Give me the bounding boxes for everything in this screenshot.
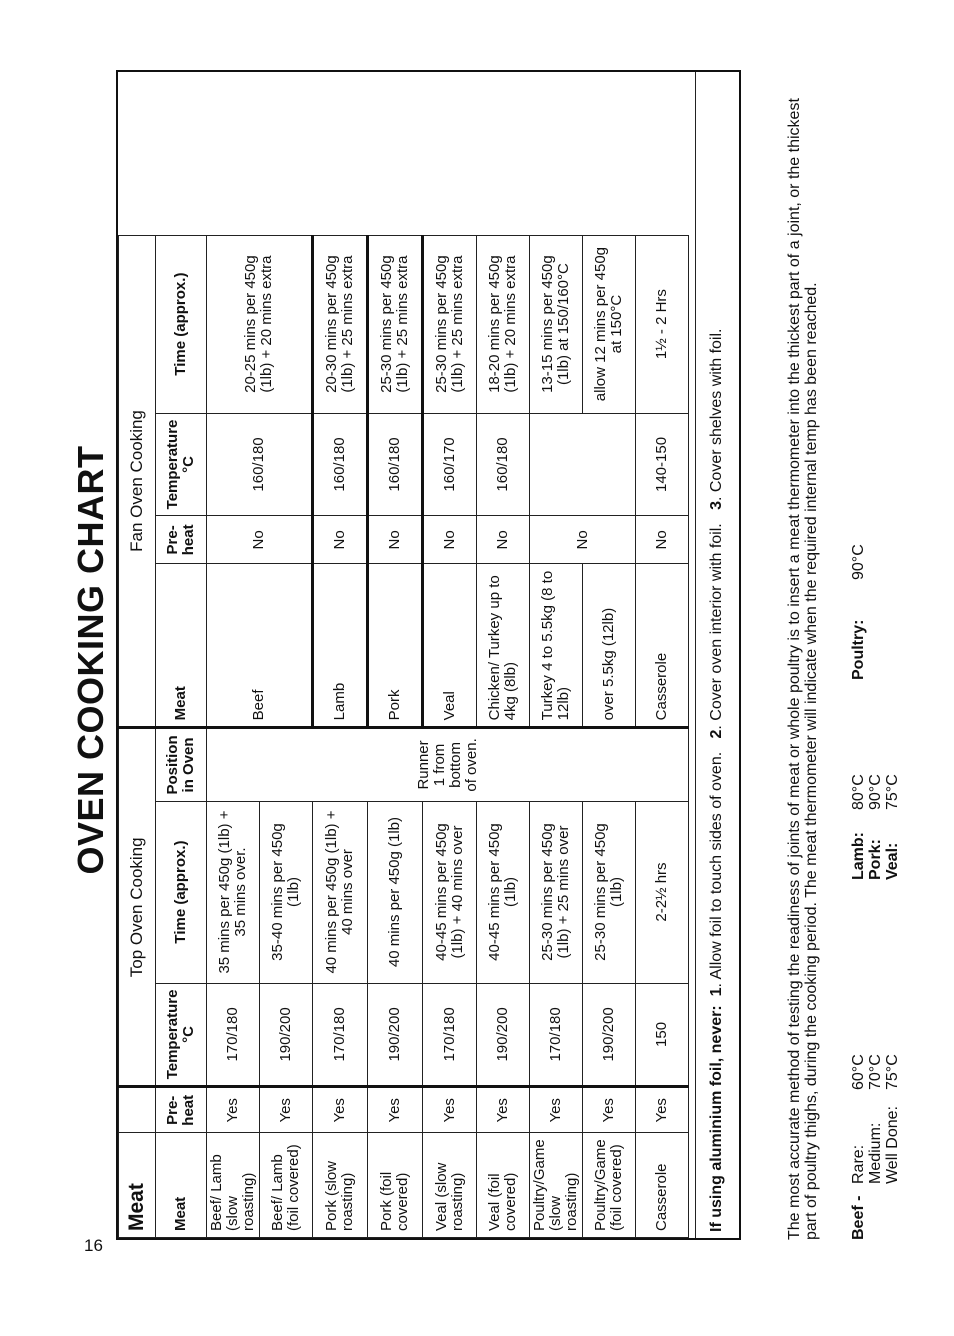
top-preheat: Yes [313,1087,368,1133]
fan-time: 18-20 mins per 450g (1lb) + 20 mins extra [477,235,530,413]
group-header-top-oven: Top Oven Cooking [119,728,156,1087]
top-temp: 190/200 [368,983,423,1087]
top-meat: Veal (slow roasting) [423,1133,477,1238]
fan-preheat: No [368,516,423,564]
fan-preheat: No [636,516,689,564]
top-meat: Casserole [636,1133,689,1238]
foil-note-text: . Cover shelves with foil. [708,328,725,502]
fan-time: 25-30 mins per 450g (1lb) + 25 mins extra [368,235,423,413]
top-preheat: Yes [368,1087,423,1133]
top-time: 25-30 mins per 450g (1lb) [583,801,636,983]
cooking-chart-table [116,70,741,1240]
temp-value: 75°C [884,774,901,810]
col-temperature: Temperature °C [156,983,207,1087]
fan-meat: Casserole [636,564,689,728]
fan-temp: 160/180 [207,413,313,516]
top-meat: Pork (slow roasting) [313,1133,368,1238]
temp-label: Poultry: [850,619,867,680]
top-temp: 190/200 [583,983,636,1087]
col-fan-meat: Meat [156,564,207,728]
fan-meat-turkey: Turkey 4 to 5.5kg (8 to 12lb) [539,570,572,721]
foil-note-num: 1 [708,987,725,997]
foil-note [695,72,739,1238]
temp-value: 70°C [867,1054,884,1090]
top-meat: Poultry/Game (foil covered) [583,1133,636,1238]
col-position: Position in Oven [156,728,207,801]
foil-note-lead: If using aluminium foil, never: [708,1005,725,1232]
fan-temp: 140-150 [636,413,689,516]
temp-label: Well Done: [884,1106,901,1184]
temp-value: 90°C [867,774,884,810]
top-time: 40-45 mins per 450g (1lb) + 40 mins over [423,801,477,983]
temp-label: Veal: [884,842,901,880]
top-preheat: Yes [207,1087,260,1133]
top-time: 40 mins per 450g (1lb) + 40 mins over [313,801,368,983]
temp-value: 90°C [850,544,867,580]
fan-temp: 160/180 [313,413,368,516]
fan-meat [530,564,583,728]
position-in-oven: Runner 1 from bottom of oven. [207,728,689,801]
rotated-chart-page [70,60,901,1270]
top-meat: Poultry/Game (slow roasting) [530,1133,583,1238]
top-time: 25-30 mins per 450g (1lb) + 25 mins over [530,801,583,983]
top-time: 40-45 mins per 450g (1lb) [477,801,530,983]
top-meat: Beef/ Lamb (foil covered) [260,1133,313,1238]
fan-preheat: No [530,516,636,564]
fan-time: 20-30 mins per 450g (1lb) + 25 mins extra [313,235,368,413]
fan-meat: Veal [423,564,477,728]
group-header-fan-oven: Fan Oven Cooking [119,235,156,728]
fan-time: 20-25 mins per 450g (1lb) + 20 mins extra [207,235,313,413]
fan-time: 25-30 mins per 450g (1lb) + 25 mins extra [423,235,477,413]
top-preheat: Yes [636,1087,689,1133]
col-meat: Meat [156,1133,207,1238]
fan-meat: Chicken/ Turkey up to 4kg (8lb) [477,564,530,728]
temp-value: 80°C [850,774,867,810]
chart-grid [118,235,689,1238]
fan-meat: Beef [207,564,313,728]
beef-label: Beef - [850,1195,867,1240]
top-temp: 190/200 [477,983,530,1087]
fan-temp [530,413,636,516]
temp-value: 60°C [850,1054,867,1090]
top-temp: 150 [636,983,689,1087]
temp-label: Pork: [867,839,884,880]
fan-temp: 160/170 [423,413,477,516]
fan-meat: Lamb [313,564,368,728]
page-title: OVEN COOKING CHART [70,445,111,875]
fan-meat: Pork [368,564,423,728]
fan-time: 1½ - 2 Hrs [636,235,689,413]
top-meat: Veal (foil covered) [477,1133,530,1238]
top-temp: 170/180 [207,983,260,1087]
top-time: 35 mins per 450g (1lb) + 35 mins over. [207,801,260,983]
foil-note-num: 3 [708,501,725,510]
top-temp: 170/180 [313,983,368,1087]
top-temp: 170/180 [530,983,583,1087]
top-preheat: Yes [530,1087,583,1133]
fan-time: 13-15 mins per 450g (1lb) at 150/160°C [530,235,583,413]
top-preheat: Yes [583,1087,636,1133]
fan-time-over: allow 12 mins per 450g at 150°C [583,235,636,413]
top-preheat: Yes [260,1087,313,1133]
group-header-meat: Meat [119,1133,156,1238]
col-fan-time: Time (approx.) [156,235,207,413]
top-meat: Beef/ Lamb (slow roasting) [207,1133,260,1238]
col-fan-temperature: Temperature °C [156,413,207,516]
top-time: 40 mins per 450g (1lb) [368,801,423,983]
temp-value: 75°C [884,1054,901,1090]
fan-preheat: No [477,516,530,564]
top-preheat: Yes [477,1087,530,1133]
foil-note-text: . Allow foil to touch sides of oven. [708,751,725,988]
fan-meat-over: over 5.5kg (12lb) [583,564,636,728]
top-temp: 170/180 [423,983,477,1087]
temp-label: Medium: [867,1122,884,1184]
foil-note-num: 2 [708,729,725,739]
fan-temp: 160/180 [477,413,530,516]
fan-preheat: No [423,516,477,564]
fan-preheat: No [313,516,368,564]
top-time: 2-2½ hrs [636,801,689,983]
foil-note-text: . Cover oven interior with foil. [708,523,725,730]
top-meat: Pork (foil covered) [368,1133,423,1238]
col-fan-preheat: Pre-heat [156,516,207,564]
fan-temp: 160/180 [368,413,423,516]
fan-preheat: No [207,516,313,564]
temp-label: Lamb: [850,832,867,880]
top-preheat: Yes [423,1087,477,1133]
temp-label: Rare: [850,1144,867,1184]
col-preheat: Pre-heat [156,1087,207,1133]
top-temp: 190/200 [260,983,313,1087]
page-number: 16 [84,1236,103,1255]
thermometer-paragraph: The most accurate method of testing the readiness of joints of meat or whole poultry is to insert a meat thermometer into the thickest part of a joint, or the thickest part of poultry thighs, during the cooking period. The meat thermometer will indicate when the required internal temp has been reached. [786,98,820,1240]
col-time: Time (approx.) [156,801,207,983]
top-time: 35-40 mins per 450g (1lb) [260,801,313,983]
